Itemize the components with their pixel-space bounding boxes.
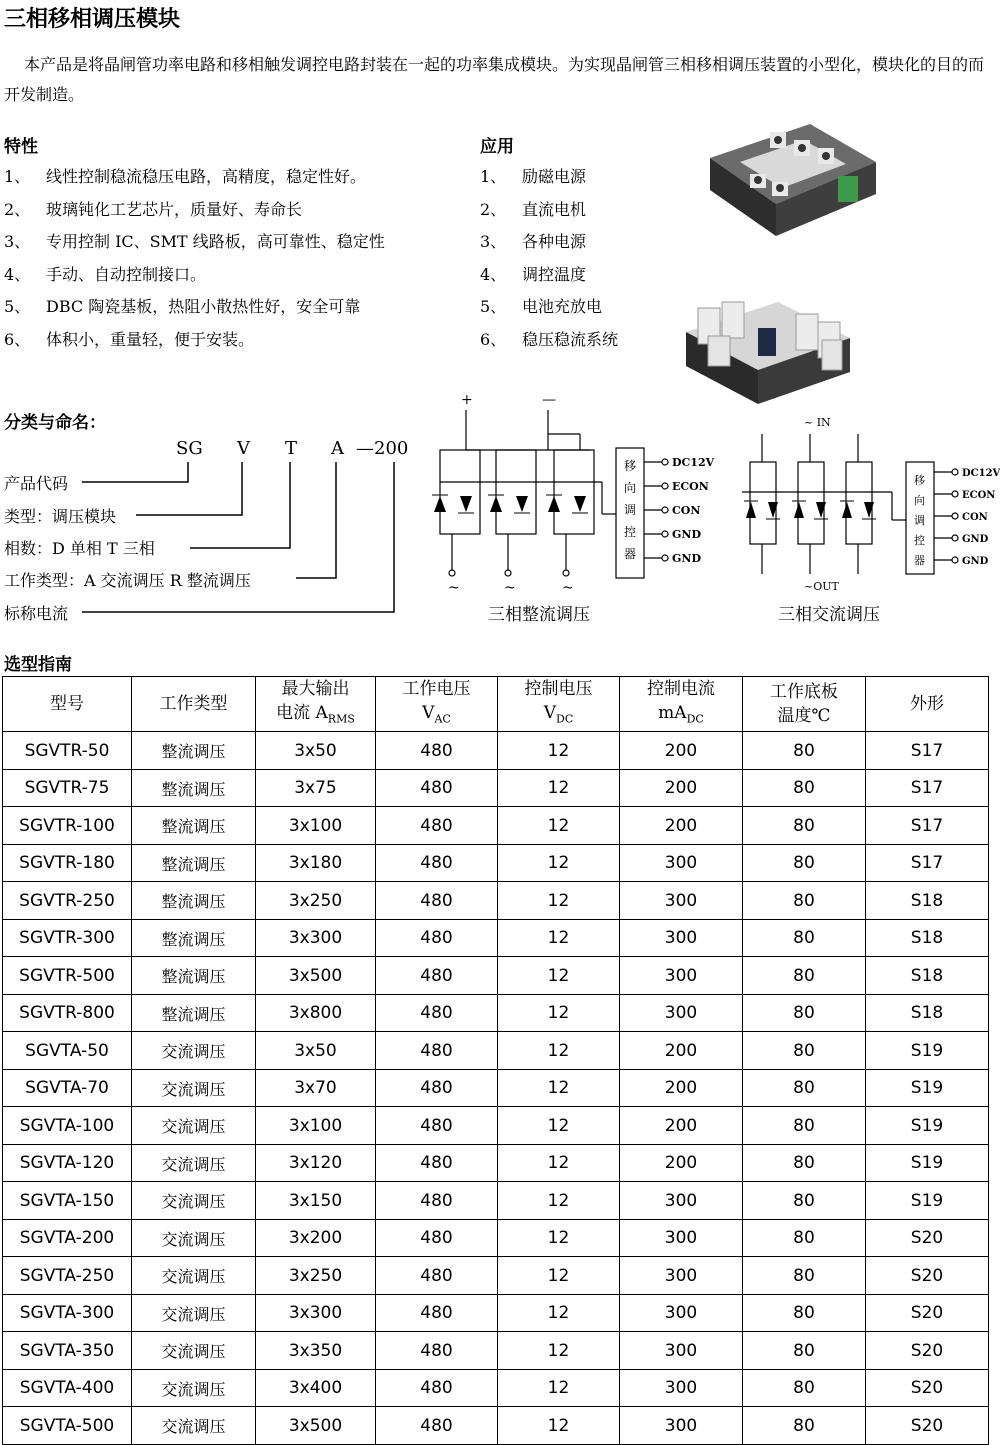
application-item (480, 164, 586, 187)
cell-control-current: 300 (620, 1182, 743, 1220)
cell-type: 交流调压 (132, 1294, 256, 1332)
feature-item-number: 4、 (4, 264, 31, 284)
cell-control-voltage: 12 (498, 1107, 620, 1145)
cell-model: SGVTA-400 (3, 1369, 132, 1407)
rectifier-controller-char-3: 调 (624, 503, 637, 517)
rectifier-caption: 三相整流调压 (488, 605, 590, 625)
cell-control-current: 300 (620, 1369, 743, 1407)
header-type: 工作类型 (132, 677, 256, 732)
cell-current: 3x400 (256, 1369, 376, 1407)
ac-pin-gnd-1: GND (962, 534, 989, 545)
feature-item-number: 3、 (4, 232, 31, 251)
cell-model: SGVTA-50 (3, 1032, 132, 1070)
cell-type: 交流调压 (132, 1032, 256, 1070)
cell-control-current: 200 (620, 732, 743, 770)
table-row (3, 769, 989, 807)
selection-heading: 选型指南 (4, 655, 72, 675)
cell-temperature: 80 (743, 1407, 866, 1445)
cell-current: 3x800 (256, 994, 376, 1032)
table-row (3, 1257, 989, 1295)
rectifier-ac-1: ~ (448, 580, 460, 596)
cell-control-voltage: 12 (498, 769, 620, 807)
rectifier-controller-char-5: 器 (624, 547, 637, 561)
cell-model: SGVTA-500 (3, 1407, 132, 1445)
cell-current: 3x75 (256, 769, 376, 807)
table-row (3, 1369, 989, 1407)
cell-voltage: 480 (376, 957, 498, 995)
cell-model: SGVTA-350 (3, 1332, 132, 1370)
application-item-text: 励磁电源 (522, 167, 587, 186)
cell-current: 3x50 (256, 1032, 376, 1070)
table-row (3, 1407, 989, 1445)
cell-model: SGVTR-75 (3, 769, 132, 807)
header-temperature-line2: 温度℃ (777, 706, 831, 727)
cell-voltage: 480 (376, 1369, 498, 1407)
cell-control-current: 200 (620, 807, 743, 845)
naming-label-phase: 相数：D 单相 T 三相 (4, 539, 155, 558)
cell-shape: S18 (866, 882, 989, 920)
cell-voltage: 480 (376, 1294, 498, 1332)
cell-control-current: 300 (620, 844, 743, 882)
header-voltage-line2: V (422, 703, 435, 723)
feature-item-text: DBC 陶瓷基板，热阻小散热性好，安全可靠 (46, 297, 361, 316)
cell-current: 3x150 (256, 1182, 376, 1220)
cell-model: SGVTA-70 (3, 1069, 132, 1107)
cell-voltage: 480 (376, 807, 498, 845)
table-row (3, 957, 989, 995)
rectifier-controller-char-4: 控 (624, 525, 637, 539)
cell-type: 整流调压 (132, 919, 256, 957)
cell-control-current: 200 (620, 1032, 743, 1070)
feature-item (4, 327, 254, 350)
ac-pin-con: CON (962, 512, 988, 523)
cell-shape: S20 (866, 1332, 989, 1370)
cell-control-voltage: 12 (498, 1032, 620, 1070)
cell-control-current: 300 (620, 1294, 743, 1332)
application-item-text: 调控温度 (522, 264, 587, 284)
cell-control-voltage: 12 (498, 919, 620, 957)
cell-control-voltage: 12 (498, 1369, 620, 1407)
feature-item-text: 体积小，重量轻，便于安装。 (46, 329, 255, 349)
cell-control-voltage: 12 (498, 1182, 620, 1220)
cell-voltage: 480 (376, 1144, 498, 1182)
feature-item-text: 手动、自动控制接口。 (46, 264, 207, 284)
cell-current: 3x500 (256, 1407, 376, 1445)
rectifier-minus-label: — (542, 392, 556, 408)
product-photo-ac (678, 288, 856, 408)
table-row (3, 1144, 989, 1182)
application-item (480, 294, 602, 317)
cell-control-voltage: 12 (498, 1219, 620, 1257)
feature-item-number: 5、 (4, 297, 31, 316)
table-body (3, 732, 989, 1445)
cell-control-current: 200 (620, 1144, 743, 1182)
cell-current: 3x180 (256, 844, 376, 882)
cell-control-voltage: 12 (498, 882, 620, 920)
header-control-voltage-sub: DC (556, 712, 574, 726)
feature-item (4, 262, 206, 285)
feature-item-text: 线性控制稳流稳压电路，高精度，稳定性好。 (46, 167, 367, 186)
cell-shape: S19 (866, 1069, 989, 1107)
cell-current: 3x70 (256, 1069, 376, 1107)
cell-temperature: 80 (743, 882, 866, 920)
cell-current: 3x500 (256, 957, 376, 995)
ac-controller-char-2: 向 (914, 494, 925, 507)
cell-model: SGVTA-150 (3, 1182, 132, 1220)
feature-item (4, 229, 385, 252)
cell-model: SGVTA-200 (3, 1219, 132, 1257)
header-control-current-sub: DC (686, 712, 704, 726)
table-row (3, 919, 989, 957)
cell-temperature: 80 (743, 994, 866, 1032)
feature-item-number: 6、 (4, 329, 31, 349)
cell-temperature: 80 (743, 1369, 866, 1407)
naming-label-type: 类型：调压模块 (4, 507, 117, 526)
naming-code-t: T (285, 438, 298, 459)
cell-control-voltage: 12 (498, 1069, 620, 1107)
cell-shape: S19 (866, 1182, 989, 1220)
cell-type: 整流调压 (132, 807, 256, 845)
cell-shape: S17 (866, 807, 989, 845)
cell-voltage: 480 (376, 844, 498, 882)
application-item-text: 各种电源 (522, 232, 587, 251)
header-control-voltage-line1: 控制电压 (524, 679, 593, 699)
application-item (480, 229, 586, 252)
application-item-number: 6、 (480, 329, 507, 349)
header-control-current-line1: 控制电流 (647, 679, 715, 699)
cell-control-current: 300 (620, 1332, 743, 1370)
cell-temperature: 80 (743, 1069, 866, 1107)
cell-model: SGVTR-50 (3, 732, 132, 770)
feature-item-number: 1、 (4, 167, 31, 186)
table-row (3, 732, 989, 770)
cell-voltage: 480 (376, 1107, 498, 1145)
application-item-number: 5、 (480, 297, 507, 316)
cell-model: SGVTR-250 (3, 882, 132, 920)
ac-controller-char-5: 器 (914, 554, 925, 567)
cell-voltage: 480 (376, 882, 498, 920)
header-current-line2: 电流 A (276, 703, 328, 723)
cell-voltage: 480 (376, 919, 498, 957)
rectifier-pin-gnd-2: GND (672, 552, 701, 565)
cell-current: 3x300 (256, 919, 376, 957)
header-temperature (743, 677, 866, 732)
feature-item-number: 2、 (4, 199, 31, 219)
cell-current: 3x250 (256, 1257, 376, 1295)
rectifier-controller-char-2: 向 (624, 481, 637, 495)
table-row (3, 994, 989, 1032)
rectifier-pin-gnd-1: GND (672, 528, 701, 541)
cell-temperature: 80 (743, 807, 866, 845)
header-shape: 外形 (866, 677, 989, 732)
cell-control-current: 300 (620, 919, 743, 957)
cell-voltage: 480 (376, 1257, 498, 1295)
cell-voltage: 480 (376, 1182, 498, 1220)
cell-temperature: 80 (743, 1182, 866, 1220)
cell-control-voltage: 12 (498, 994, 620, 1032)
application-item-number: 3、 (480, 232, 507, 251)
cell-voltage: 480 (376, 1032, 498, 1070)
table-row (3, 1294, 989, 1332)
header-control-current (620, 677, 743, 732)
cell-shape: S18 (866, 919, 989, 957)
cell-shape: S19 (866, 1107, 989, 1145)
cell-model: SGVTR-800 (3, 994, 132, 1032)
cell-type: 交流调压 (132, 1369, 256, 1407)
cell-type: 整流调压 (132, 957, 256, 995)
header-voltage-sub: AC (434, 712, 451, 726)
cell-type: 整流调压 (132, 882, 256, 920)
cell-control-current: 200 (620, 1107, 743, 1145)
selection-table (2, 676, 989, 1445)
cell-control-current: 200 (620, 1069, 743, 1107)
rectifier-ac-2: ~ (504, 580, 516, 596)
cell-temperature: 80 (743, 1257, 866, 1295)
cell-current: 3x300 (256, 1294, 376, 1332)
cell-control-voltage: 12 (498, 807, 620, 845)
cell-control-current: 200 (620, 769, 743, 807)
ac-out-label: ~OUT (804, 580, 839, 593)
header-current (256, 677, 376, 732)
cell-shape: S18 (866, 957, 989, 995)
cell-control-current: 300 (620, 882, 743, 920)
naming-heading: 分类与命名： (4, 413, 106, 433)
naming-leader-lines (0, 460, 420, 620)
cell-shape: S19 (866, 1144, 989, 1182)
cell-model: SGVTA-300 (3, 1294, 132, 1332)
cell-control-current: 300 (620, 994, 743, 1032)
ac-controller-char-4: 控 (914, 534, 925, 547)
cell-current: 3x200 (256, 1219, 376, 1257)
cell-temperature: 80 (743, 732, 866, 770)
cell-current: 3x50 (256, 732, 376, 770)
feature-item-text: 玻璃钝化工艺芯片，质量好、寿命长 (46, 199, 303, 219)
cell-type: 交流调压 (132, 1069, 256, 1107)
intro-paragraph: 本产品是将晶闸管功率电路和移相触发调控电路封装在一起的功率集成模块。为实现晶闸管三相移相调压装置的小型化，模块化的目的而开发制造。 (4, 55, 985, 104)
cell-temperature: 80 (743, 769, 866, 807)
feature-item (4, 164, 366, 187)
cell-shape: S17 (866, 769, 989, 807)
cell-shape: S20 (866, 1407, 989, 1445)
table-row (3, 882, 989, 920)
naming-code-a: A (331, 438, 344, 459)
cell-shape: S18 (866, 994, 989, 1032)
cell-control-current: 300 (620, 1407, 743, 1445)
cell-model: SGVTR-500 (3, 957, 132, 995)
cell-type: 整流调压 (132, 844, 256, 882)
cell-temperature: 80 (743, 1294, 866, 1332)
cell-voltage: 480 (376, 1069, 498, 1107)
ac-pin-econ: ECON (962, 490, 996, 501)
cell-control-voltage: 12 (498, 732, 620, 770)
ac-pin-gnd-2: GND (962, 556, 989, 567)
cell-voltage: 480 (376, 994, 498, 1032)
diagram-rectifier (430, 392, 742, 596)
applications-heading: 应用 (480, 137, 514, 157)
feature-item (4, 294, 360, 317)
feature-item-text: 专用控制 IC、SMT 线路板，高可靠性、稳定性 (46, 232, 385, 251)
application-item (480, 197, 586, 220)
rectifier-controller-char-1: 移 (624, 459, 637, 473)
table-row (3, 1069, 989, 1107)
naming-label-current: 标称电流 (4, 604, 69, 623)
cell-shape: S20 (866, 1257, 989, 1295)
cell-voltage: 480 (376, 732, 498, 770)
application-item (480, 327, 618, 350)
cell-control-voltage: 12 (498, 1407, 620, 1445)
application-item-number: 4、 (480, 264, 507, 284)
cell-control-voltage: 12 (498, 1332, 620, 1370)
ac-pin-dc12v: DC12V (962, 468, 1000, 479)
cell-model: SGVTR-100 (3, 807, 132, 845)
table-row (3, 1332, 989, 1370)
naming-label-work-type: 工作类型：A 交流调压 R 整流调压 (4, 571, 251, 590)
product-photo-rectifier (700, 118, 880, 240)
cell-model: SGVTA-100 (3, 1107, 132, 1145)
cell-temperature: 80 (743, 1032, 866, 1070)
cell-model: SGVTR-180 (3, 844, 132, 882)
diagram-ac (742, 410, 1000, 598)
cell-voltage: 480 (376, 1407, 498, 1445)
cell-control-current: 300 (620, 957, 743, 995)
page-title: 三相移相调压模块 (4, 7, 181, 32)
table-row (3, 1219, 989, 1257)
ac-controller-char-3: 调 (914, 514, 925, 527)
cell-temperature: 80 (743, 844, 866, 882)
cell-model: SGVTA-120 (3, 1144, 132, 1182)
header-temperature-line1: 工作底板 (770, 682, 838, 703)
cell-current: 3x120 (256, 1144, 376, 1182)
cell-temperature: 80 (743, 1332, 866, 1370)
cell-type: 交流调压 (132, 1182, 256, 1220)
cell-voltage: 480 (376, 769, 498, 807)
feature-item (4, 197, 302, 220)
cell-voltage: 480 (376, 1219, 498, 1257)
cell-control-voltage: 12 (498, 844, 620, 882)
table-row (3, 807, 989, 845)
rectifier-pin-econ: ECON (672, 480, 709, 493)
cell-control-voltage: 12 (498, 957, 620, 995)
cell-type: 整流调压 (132, 769, 256, 807)
cell-shape: S17 (866, 844, 989, 882)
header-voltage-line1: 工作电压 (402, 679, 471, 699)
features-heading: 特性 (4, 137, 38, 157)
cell-control-voltage: 12 (498, 1144, 620, 1182)
cell-type: 交流调压 (132, 1407, 256, 1445)
cell-type: 交流调压 (132, 1332, 256, 1370)
table-row (3, 1107, 989, 1145)
cell-voltage: 480 (376, 1332, 498, 1370)
cell-temperature: 80 (743, 1144, 866, 1182)
table-row (3, 1182, 989, 1220)
cell-model: SGVTR-300 (3, 919, 132, 957)
cell-control-voltage: 12 (498, 1257, 620, 1295)
ac-caption: 三相交流调压 (778, 605, 880, 625)
cell-shape: S20 (866, 1369, 989, 1407)
header-model: 型号 (3, 677, 132, 732)
cell-current: 3x100 (256, 807, 376, 845)
cell-current: 3x250 (256, 882, 376, 920)
application-item-number: 2、 (480, 199, 507, 219)
naming-code-sg: SG (176, 438, 203, 459)
cell-model: SGVTA-250 (3, 1257, 132, 1295)
header-control-voltage (498, 677, 620, 732)
table-header-row (3, 677, 989, 732)
header-current-sub: RMS (327, 712, 355, 726)
cell-current: 3x100 (256, 1107, 376, 1145)
cell-control-current: 300 (620, 1219, 743, 1257)
naming-code-v: V (237, 438, 250, 459)
cell-type: 交流调压 (132, 1257, 256, 1295)
application-item (480, 262, 586, 285)
application-item-number: 1、 (480, 167, 507, 186)
header-control-current-line2: mA (658, 703, 687, 723)
header-control-voltage-line2: V (543, 703, 557, 723)
cell-control-voltage: 12 (498, 1294, 620, 1332)
application-item-text: 稳压稳流系统 (522, 329, 619, 349)
cell-temperature: 80 (743, 919, 866, 957)
rectifier-plus-label: + (461, 392, 473, 408)
header-current-line1: 最大输出 (281, 679, 350, 699)
application-item-text: 直流电机 (522, 199, 587, 219)
cell-type: 交流调压 (132, 1144, 256, 1182)
naming-code-current: —200 (356, 438, 409, 459)
cell-current: 3x350 (256, 1332, 376, 1370)
naming-label-product-code: 产品代码 (4, 474, 69, 493)
cell-type: 整流调压 (132, 732, 256, 770)
cell-type: 整流调压 (132, 994, 256, 1032)
application-item-text: 电池充放电 (522, 297, 603, 316)
cell-temperature: 80 (743, 957, 866, 995)
table-row (3, 1032, 989, 1070)
cell-type: 交流调压 (132, 1107, 256, 1145)
rectifier-pin-dc12v: DC12V (672, 456, 715, 469)
cell-shape: S17 (866, 732, 989, 770)
cell-type: 交流调压 (132, 1219, 256, 1257)
rectifier-ac-3: ~ (562, 580, 574, 596)
cell-control-current: 300 (620, 1257, 743, 1295)
ac-controller-char-1: 移 (914, 474, 925, 487)
ac-in-label: ~ IN (804, 416, 831, 429)
cell-shape: S19 (866, 1032, 989, 1070)
rectifier-pin-con: CON (672, 504, 701, 517)
cell-shape: S20 (866, 1294, 989, 1332)
cell-shape: S20 (866, 1219, 989, 1257)
header-voltage (376, 677, 498, 732)
table-row (3, 844, 989, 882)
cell-temperature: 80 (743, 1219, 866, 1257)
cell-temperature: 80 (743, 1107, 866, 1145)
